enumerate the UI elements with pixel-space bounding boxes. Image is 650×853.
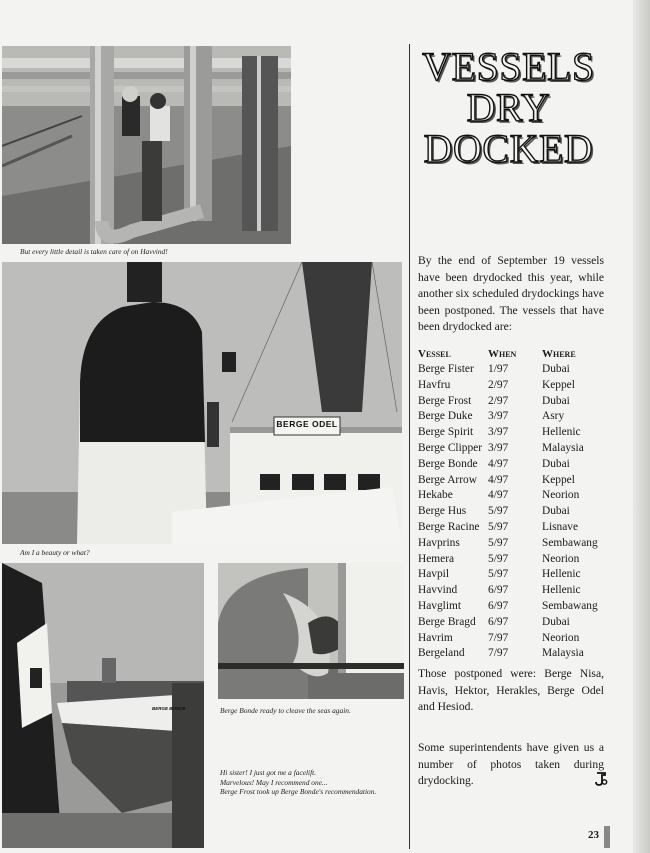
table-row xyxy=(418,378,604,394)
cell-when: 4/97 xyxy=(488,457,509,470)
cell-when: 1/97 xyxy=(488,363,509,375)
page-number: 23 xyxy=(588,829,599,841)
cell-when: 5/97 xyxy=(488,536,509,549)
article-column xyxy=(409,44,607,849)
cell-vessel: Havrim xyxy=(418,631,453,644)
cell-where: Asry xyxy=(542,410,565,423)
page-edge-shadow xyxy=(633,0,650,853)
table-row xyxy=(418,552,604,568)
headline-line1: VESSELS xyxy=(422,44,595,89)
cell-where: Hellenic xyxy=(542,584,581,597)
cell-vessel: Havglimt xyxy=(418,599,462,612)
ship-name-sign-berge-odel: BERGE ODEL xyxy=(276,419,338,429)
table-row xyxy=(418,473,604,489)
table-row xyxy=(418,457,604,473)
photo-berge-bonde-dock xyxy=(2,563,204,848)
cell-vessel: Berge Bonde xyxy=(418,457,478,470)
cell-where: Neorion xyxy=(542,631,580,644)
cell-where: Hellenic xyxy=(542,426,581,439)
cell-when: 5/97 xyxy=(488,520,509,533)
table-row xyxy=(418,646,604,662)
table-row xyxy=(418,631,604,647)
cell-vessel: Havpil xyxy=(418,568,450,581)
cell-when: 7/97 xyxy=(488,647,509,660)
column-header-where: Where xyxy=(542,348,576,360)
table-row xyxy=(418,425,604,441)
cell-vessel: Berge Clipper xyxy=(418,441,483,454)
caption-photo2: Am I a beauty or what? xyxy=(20,548,90,557)
cell-vessel: Berge Duke xyxy=(418,410,473,423)
cell-vessel: Havvind xyxy=(418,584,458,597)
cell-vessel: Berge Hus xyxy=(418,505,467,518)
cell-when: 4/97 xyxy=(488,473,509,486)
photo-pipework-havvind xyxy=(2,46,291,244)
cell-vessel: Havfru xyxy=(418,378,451,391)
cell-when: 3/97 xyxy=(488,410,509,423)
cell-where: Lisnave xyxy=(542,520,579,533)
table-row xyxy=(418,409,604,425)
page-number-bar xyxy=(604,826,610,848)
cell-vessel: Berge Bragd xyxy=(418,615,476,628)
cell-vessel: Berge Racine xyxy=(418,520,480,533)
drydock-table xyxy=(418,346,604,662)
photo-propeller xyxy=(218,563,404,699)
table-body xyxy=(418,362,604,662)
cell-where: Dubai xyxy=(542,457,570,470)
cell-when: 5/97 xyxy=(488,505,509,518)
caption-photo3: Berge Bonde ready to cleave the seas again. xyxy=(220,706,351,715)
cell-when: 6/97 xyxy=(488,599,509,612)
cell-when: 5/97 xyxy=(488,552,509,565)
cell-where: Malaysia xyxy=(542,441,584,454)
cell-when: 6/97 xyxy=(488,615,509,628)
table-row xyxy=(418,536,604,552)
cell-when: 7/97 xyxy=(488,631,509,644)
table-row xyxy=(418,520,604,536)
column-header-when: When xyxy=(488,348,517,360)
table-row xyxy=(418,583,604,599)
cell-where: Dubai xyxy=(542,363,570,375)
cell-when: 3/97 xyxy=(488,426,509,439)
cell-where: Dubai xyxy=(542,615,570,628)
column-header-vessel: Vessel xyxy=(418,348,451,360)
table-row xyxy=(418,488,604,504)
caption-photo1: But every little detail is taken care of on Havvind! xyxy=(20,247,168,256)
cell-where: Keppel xyxy=(542,473,575,486)
cell-vessel: Berge Fister xyxy=(418,363,474,375)
caption-photo4-line3: Berge Frost took up Berge Bonde's recommendation. xyxy=(220,787,377,796)
table-row xyxy=(418,504,604,520)
cell-when: 6/97 xyxy=(488,584,509,597)
cell-where: Sembawang xyxy=(542,599,598,612)
table-row xyxy=(418,394,604,410)
table-row xyxy=(418,362,604,378)
cell-where: Neorion xyxy=(542,552,580,565)
cell-vessel: Berge Spirit xyxy=(418,426,474,439)
postponed-paragraph: Those postponed were: Berge Nisa, Havis, Hektor, Herakles, Berge Odel and Hesiod. xyxy=(418,667,604,713)
cell-where: Dubai xyxy=(542,394,570,407)
company-logo-icon xyxy=(594,771,608,787)
cell-where: Dubai xyxy=(542,505,570,518)
cell-when: 3/97 xyxy=(488,441,509,454)
cell-where: Hellenic xyxy=(542,568,581,581)
cell-where: Keppel xyxy=(542,378,575,391)
photo-berge-odel-funnel xyxy=(2,262,402,544)
table-row xyxy=(418,615,604,631)
intro-paragraph: By the end of September 19 vessels have been drydocked this year, while another six scheduled drydockings have been postponed. The vessels that have been drydocked are: xyxy=(418,254,604,333)
headline-line3: DOCKED xyxy=(423,126,594,171)
table-row xyxy=(418,441,604,457)
caption-photo4-line1: Hi sister! I just got me a facelift. xyxy=(220,768,317,777)
cell-when: 2/97 xyxy=(488,378,509,391)
cell-where: Neorion xyxy=(542,489,580,502)
caption-photo4-line2: Marvelous! May I recommend one... xyxy=(220,777,328,787)
cell-when: 2/97 xyxy=(488,394,509,407)
table-row xyxy=(418,567,604,583)
cell-when: 5/97 xyxy=(488,568,509,581)
cell-vessel: Berge Frost xyxy=(418,394,472,407)
cell-vessel: Bergeland xyxy=(418,647,465,660)
cell-where: Sembawang xyxy=(542,536,598,549)
headline-line2: DRY xyxy=(466,85,551,130)
photos-paragraph: Some superintendents have given us a number of photos taken during drydocking. xyxy=(418,741,604,787)
cell-vessel: Hekabe xyxy=(418,489,453,502)
cell-when: 4/97 xyxy=(488,489,509,502)
table-row xyxy=(418,599,604,615)
ship-name-sign-berge-bonde: BERGE BONDE xyxy=(152,706,186,711)
cell-vessel: Havprins xyxy=(418,536,460,549)
caption-photo4 xyxy=(220,768,406,797)
table-header-row xyxy=(418,346,604,362)
article-headline xyxy=(410,46,607,169)
cell-vessel: Hemera xyxy=(418,552,455,565)
cell-where: Malaysia xyxy=(542,647,584,660)
cell-vessel: Berge Arrow xyxy=(418,473,477,486)
